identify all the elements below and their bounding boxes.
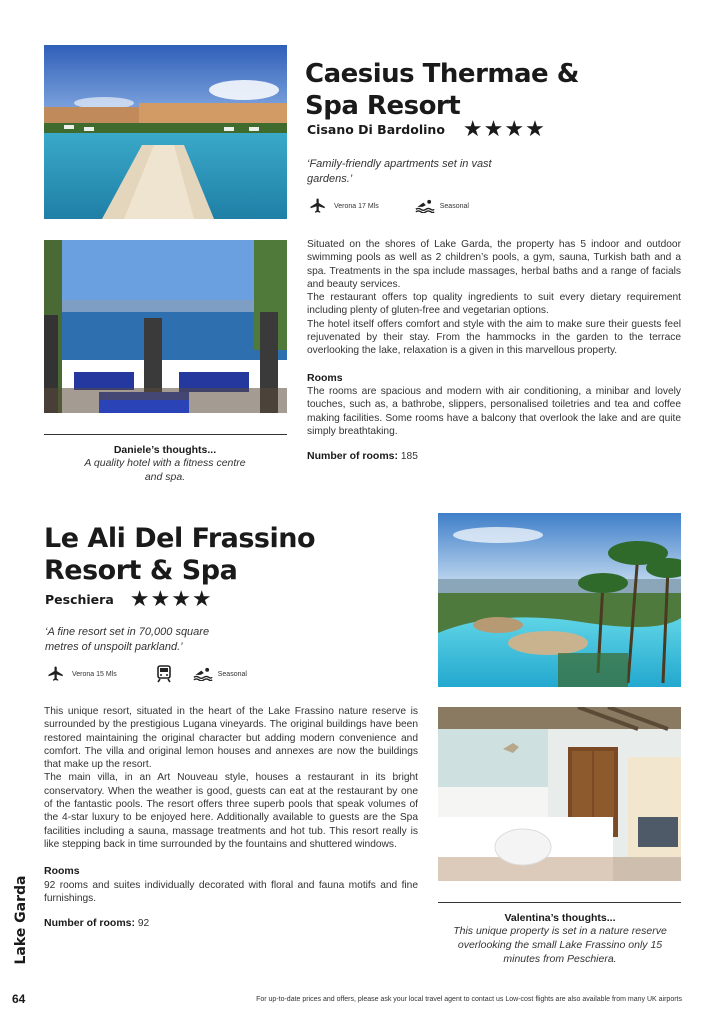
- hotel1-paragraph: Situated on the shores of Lake Garda, the property has 5 indoor and outdoor swimming pools as well as 2 children’s pools, a gym, sauna, Turkish bath and a spa. Treatments in the spa include massages, herbal baths and a range of facials and beauty services.: [307, 239, 681, 290]
- hotel1-airport: Verona 17 Mls: [334, 202, 379, 210]
- hotel2-paragraph: The main villa, in an Art Nouveau style, houses a restaurant in its bright conservatory. When the weather is good, guests can eat at the restaurant by one of the fantastic pools. The resort offers three superb pools that speak volumes of the 4-star luxury to be enjoyed here. Additionally available to guests are the Spa facilities including a sauna, massage treatments and hot tub. This resort really is like stepping back in time surrounded by the fountains and shuttered windows.: [44, 772, 418, 850]
- hotel1-rooms-text: The rooms are spacious and modern with air conditioning, a minibar and lovely touches, such as, a bathrobe, slippers, personalised toiletries and tea and coffee making facilities. Some rooms have a balcony that overlook the lake and are quite simply breathtaking.: [307, 385, 681, 437]
- hotel2-thoughts-text: This unique property is set in a nature reserve overlooking the small Lake Frassino only 15 minutes from Peschiera.: [453, 925, 667, 965]
- hotel1-paragraph: The restaurant offers top quality ingredients to suit every dietary requirement including plenty of gluten-free and vegetarian options.: [307, 292, 681, 317]
- hotel2-pool-photo: [438, 513, 681, 687]
- side-label: Lake Garda: [13, 875, 29, 965]
- hotel1-pool: Seasonal: [439, 202, 469, 210]
- plane-icon: [308, 197, 328, 215]
- hotel2-thoughts-rule: [438, 902, 681, 903]
- hotel2-location: Peschiera: [45, 591, 114, 607]
- swimmer-icon: [193, 667, 213, 681]
- hotel1-thoughts: [75, 444, 255, 484]
- hotel2-pool: Seasonal: [217, 670, 247, 678]
- hotel2-rooms-text: 92 rooms and suites individually decorated with floral and fauna motifs and fine furnishings.: [44, 879, 418, 904]
- hotel1-thoughts-name: Daniele’s thoughts...: [113, 444, 217, 456]
- hotel2-paragraph: This unique resort, situated in the heart of the Lake Frassino nature reserve is surrounded by the prestigious Lugana vineyards. The original buildings have been restored maintaining the original character but adding modern convenience and comfort. The villa and original lemon houses and annexes are now the buildings that make up the resort.: [44, 706, 418, 771]
- hotel1-name-line1: Caesius Thermae &: [305, 59, 579, 89]
- plane-icon: [46, 665, 66, 683]
- hotel1-thoughts-text: A quality hotel with a fitness centre and spa.: [84, 457, 246, 483]
- footer-note: For up-to-date prices and offers, please ask your local travel agent to contact us Low-cost flights are also available from many UK airports: [256, 996, 682, 1003]
- hotel2-name: [44, 523, 315, 587]
- hotel1-rooms-heading: Rooms: [307, 371, 343, 384]
- hotel1-thoughts-rule: [44, 434, 287, 435]
- hotel2-quote: ‘A fine resort set in 70,000 square metres of unspoilt parkland.’: [45, 626, 210, 653]
- train-icon: [157, 665, 171, 683]
- hotel2-stars: ★★★★: [129, 586, 213, 611]
- swimmer-icon: [415, 199, 435, 213]
- hotel2-name-line1: Le Ali Del Frassino: [44, 523, 316, 554]
- hotel2-location-row: [45, 588, 213, 610]
- hotel2-description: [44, 705, 418, 930]
- hotel1-stars: ★★★★: [462, 116, 546, 141]
- hotel1-description: [307, 238, 681, 463]
- hotel1-num-rooms: [307, 450, 681, 463]
- hotel2-rooms-heading: Rooms: [44, 865, 80, 878]
- hotel2-airport: Verona 15 Mls: [72, 670, 117, 678]
- hotel1-location-row: [307, 118, 546, 140]
- hotel1-name: [305, 58, 579, 122]
- hotel2-thoughts-name: Valentina’s thoughts...: [504, 912, 616, 924]
- hotel2-thoughts: [440, 912, 680, 966]
- hotel1-paragraph: The hotel itself offers comfort and style with the aim to make sure their guests feel rejuvenated by their stay. From the hammocks in the garden to the terrace overlooking the lake, relaxation is a given in this marvellous property.: [307, 318, 681, 357]
- hotel1-num-rooms-value: 185: [400, 451, 418, 463]
- hotel2-num-rooms: [44, 917, 418, 930]
- hotel1-num-rooms-label: Number of rooms:: [307, 450, 399, 463]
- hotel1-terrace-photo: [44, 240, 287, 413]
- hotel1-location: Cisano Di Bardolino: [307, 121, 445, 137]
- hotel2-num-rooms-value: 92: [137, 918, 150, 930]
- hotel1-quote: ‘Family-friendly apartments set in vast gardens.’: [307, 158, 492, 185]
- hotel2-bedroom-photo: [438, 707, 681, 881]
- page-number: 64: [12, 992, 26, 1006]
- hotel1-name-line2: Spa Resort: [305, 91, 461, 121]
- hotel1-pool-photo: [44, 45, 287, 219]
- hotel2-name-line2: Resort & Spa: [44, 555, 238, 586]
- hotel2-num-rooms-label: Number of rooms:: [44, 917, 136, 930]
- hotel2-meta: [46, 665, 247, 683]
- hotel1-meta: [308, 197, 469, 215]
